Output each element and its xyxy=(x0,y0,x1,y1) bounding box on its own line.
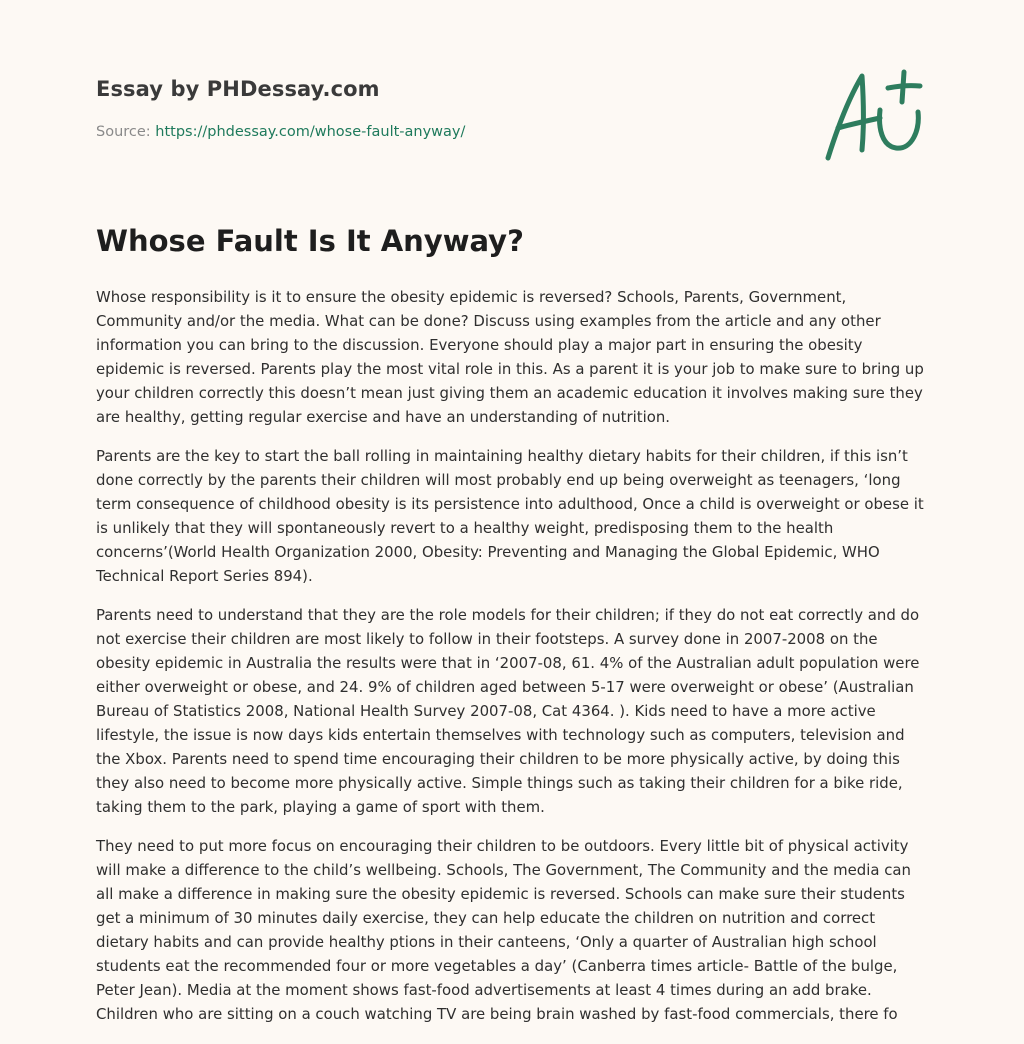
a-plus-grade-icon xyxy=(818,66,930,166)
essay-body xyxy=(96,285,932,1041)
essay-title: Whose Fault Is It Anyway? xyxy=(96,224,524,258)
source-label: Source: xyxy=(96,124,151,140)
essay-paragraph: Whose responsibility is it to ensure the obesity epidemic is reversed? Schools, Parents, Government, Community and/or the media. What can be done? Discuss using examples from the article and any other information you can bring to the discussion. Everyone should play a major part in ensuring the obesity epidemic is reversed. Parents play the most vital role in this. As a parent it is your job to make sure to bring up your children correctly this doesn’t mean just giving them an academic education it involves making sure they are healthy, getting regular exercise and have an understanding of nutrition. xyxy=(96,288,924,426)
source-line xyxy=(96,124,465,140)
source-link[interactable]: https://phdessay.com/whose-fault-anyway/ xyxy=(155,124,466,140)
site-title: Essay by PHDessay.com xyxy=(96,77,380,101)
essay-paragraph: Parents need to understand that they are the role models for their children; if they do not eat correctly and do not exercise their children are most likely to follow in their footsteps. A survey done in 2007-2008 on the obesity epidemic in Australia the results were that in ‘2007-08, 61. 4% of the Australian adult population were either overweight or obese, and 24. 9% of children aged between 5-17 were overweight or obese’ (Australian Bureau of Statistics 2008, National Health Survey 2007-08, Cat 4364. ). Kids need to have a more active lifestyle, the issue is now days kids entertain themselves with technology such as computers, television and the Xbox. Parents need to spend time encouraging their children to be more physically active, by doing this they also need to become more physically active. Simple things such as taking their children for a bike ride, taking them to the park, playing a game of sport with them. xyxy=(96,606,920,816)
essay-paragraph: Parents are the key to start the ball rolling in maintaining healthy dietary habits for their children, if this isn’t done correctly by the parents their children will most probably end up being overweight as teenagers, ‘long term consequence of childhood obesity is its persistence into adulthood, Once a child is overweight or obese it is unlikely that they will spontaneously revert to a healthy weight, predisposing them to the health concerns’(World Health Organization 2000, Obesity: Preventing and Managing the Global Epidemic, WHO Technical Report Series 894). xyxy=(96,447,924,585)
essay-paragraph: They need to put more focus on encouraging their children to be outdoors. Every little bit of physical activity will make a difference to the child’s wellbeing. Schools, The Government, The Community and the media can all make a difference in making sure the obesity epidemic is reversed. Schools can make sure their students get a minimum of 30 minutes daily exercise, they can help educate the children on nutrition and correct dietary habits and can provide healthy ptions in their canteens, ‘Only a quarter of Australian high school students eat the recommended four or more vegetables a day’ (Canberra times article- Battle of the bulge, Peter Jean). Media at the moment shows fast-food advertisements at least 4 times during an add brake. Children who are sitting on a couch watching TV are being brain washed by fast-food commercials, there fo xyxy=(96,837,911,1023)
